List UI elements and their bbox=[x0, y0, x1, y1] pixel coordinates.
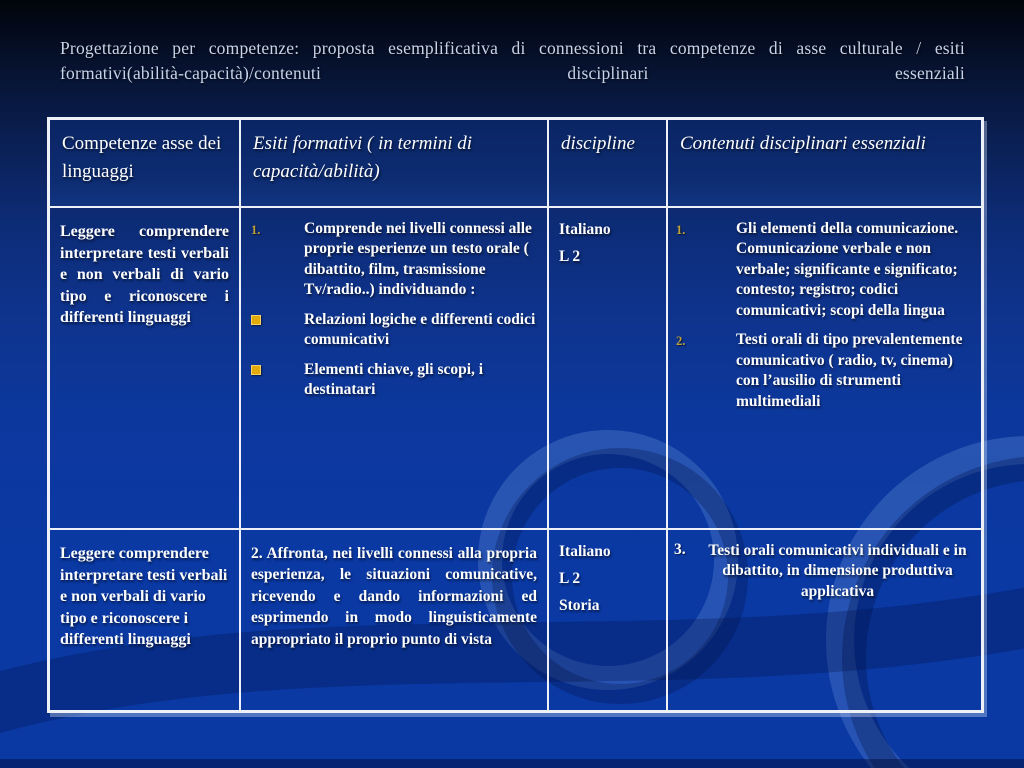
discipline-line: Storia bbox=[559, 597, 600, 615]
header-cell-esiti bbox=[241, 120, 549, 208]
list-text: Comprende nei livelli connessi alle proprie esperienze un testo orale ( dibattito, film, trasmissione Tv/radio..) individuando : bbox=[304, 220, 532, 299]
list-number: 1. bbox=[251, 223, 261, 237]
list-number: 3. bbox=[674, 541, 686, 558]
list-text: Gli elementi della comunicazione. Comunicazione verbale e non verbale; significante e significato; contesto; registro; codici comunicativi; scopi della lingua bbox=[736, 220, 959, 319]
header-cell-contenuti bbox=[668, 120, 981, 208]
discipline-line: Italiano bbox=[559, 221, 611, 238]
list-number: 2. bbox=[676, 334, 686, 349]
bullet-item bbox=[247, 360, 541, 401]
list-text: Testi orali di tipo prevalentemente comunicativo ( radio, tv, cinema) con l’ausilio di strumenti multimediali bbox=[736, 331, 963, 410]
numbered-item bbox=[674, 330, 975, 412]
square-bullet-icon bbox=[251, 315, 261, 325]
bottom-edge-band bbox=[0, 759, 1024, 768]
square-bullet-icon bbox=[251, 365, 261, 375]
list-text: Relazioni logiche e differenti codici comunicativi bbox=[304, 310, 536, 349]
bullet-item bbox=[247, 310, 541, 351]
discipline-line: L 2 bbox=[559, 570, 581, 588]
numbered-item bbox=[674, 219, 975, 321]
row2-contenuti-cell bbox=[668, 530, 981, 710]
row2-discipline-cell bbox=[549, 530, 668, 710]
row2-competenze-cell: Leggere comprendere interpretare testi verbali e non verbali di vario tipo e riconoscere i differenti linguaggi bbox=[50, 530, 241, 710]
header-cell-discipline bbox=[549, 120, 668, 208]
row1-competenze-cell: Leggere comprendere interpretare testi verbali e non verbali di vario tipo e riconoscere i differenti linguaggi bbox=[50, 208, 241, 530]
row1-contenuti-cell bbox=[668, 208, 981, 530]
list-text: Elementi chiave, gli scopi, i destinatari bbox=[304, 360, 484, 399]
slide-title: Progettazione per competenze: proposta esemplificativa di connessioni tra competenze di asse culturale / esiti formativi(abilità-capacità)/contenuti disciplinari essenziali bbox=[60, 38, 965, 83]
numbered-item bbox=[674, 541, 975, 602]
competenze-table bbox=[47, 117, 984, 713]
numbered-item bbox=[247, 219, 541, 301]
row1-esiti-cell bbox=[241, 208, 549, 530]
row1-discipline-cell bbox=[549, 208, 668, 530]
header-label: discipline bbox=[561, 133, 635, 154]
list-number: 1. bbox=[676, 223, 686, 237]
header-cell-competenze bbox=[50, 120, 241, 208]
header-label: Contenuti disciplinari essenziali bbox=[680, 133, 926, 154]
header-label: Esiti formativi ( in termini di capacità/abilità) bbox=[253, 133, 473, 182]
row2-esiti-cell: 2. Affronta, nei livelli connessi alla propria esperienza, le situazioni comunicative, ricevendo e dando informazioni ed esprimendo in modo linguisticamente appropriato il proprio punto di vista bbox=[241, 530, 549, 710]
discipline-line: Italiano bbox=[559, 543, 611, 560]
list-text: Testi orali comunicativi individuali e in dibattito, in dimensione produttiva applicativa bbox=[708, 542, 967, 600]
header-label: Competenze asse dei linguaggi bbox=[62, 133, 222, 182]
discipline-line: L 2 bbox=[559, 248, 581, 266]
